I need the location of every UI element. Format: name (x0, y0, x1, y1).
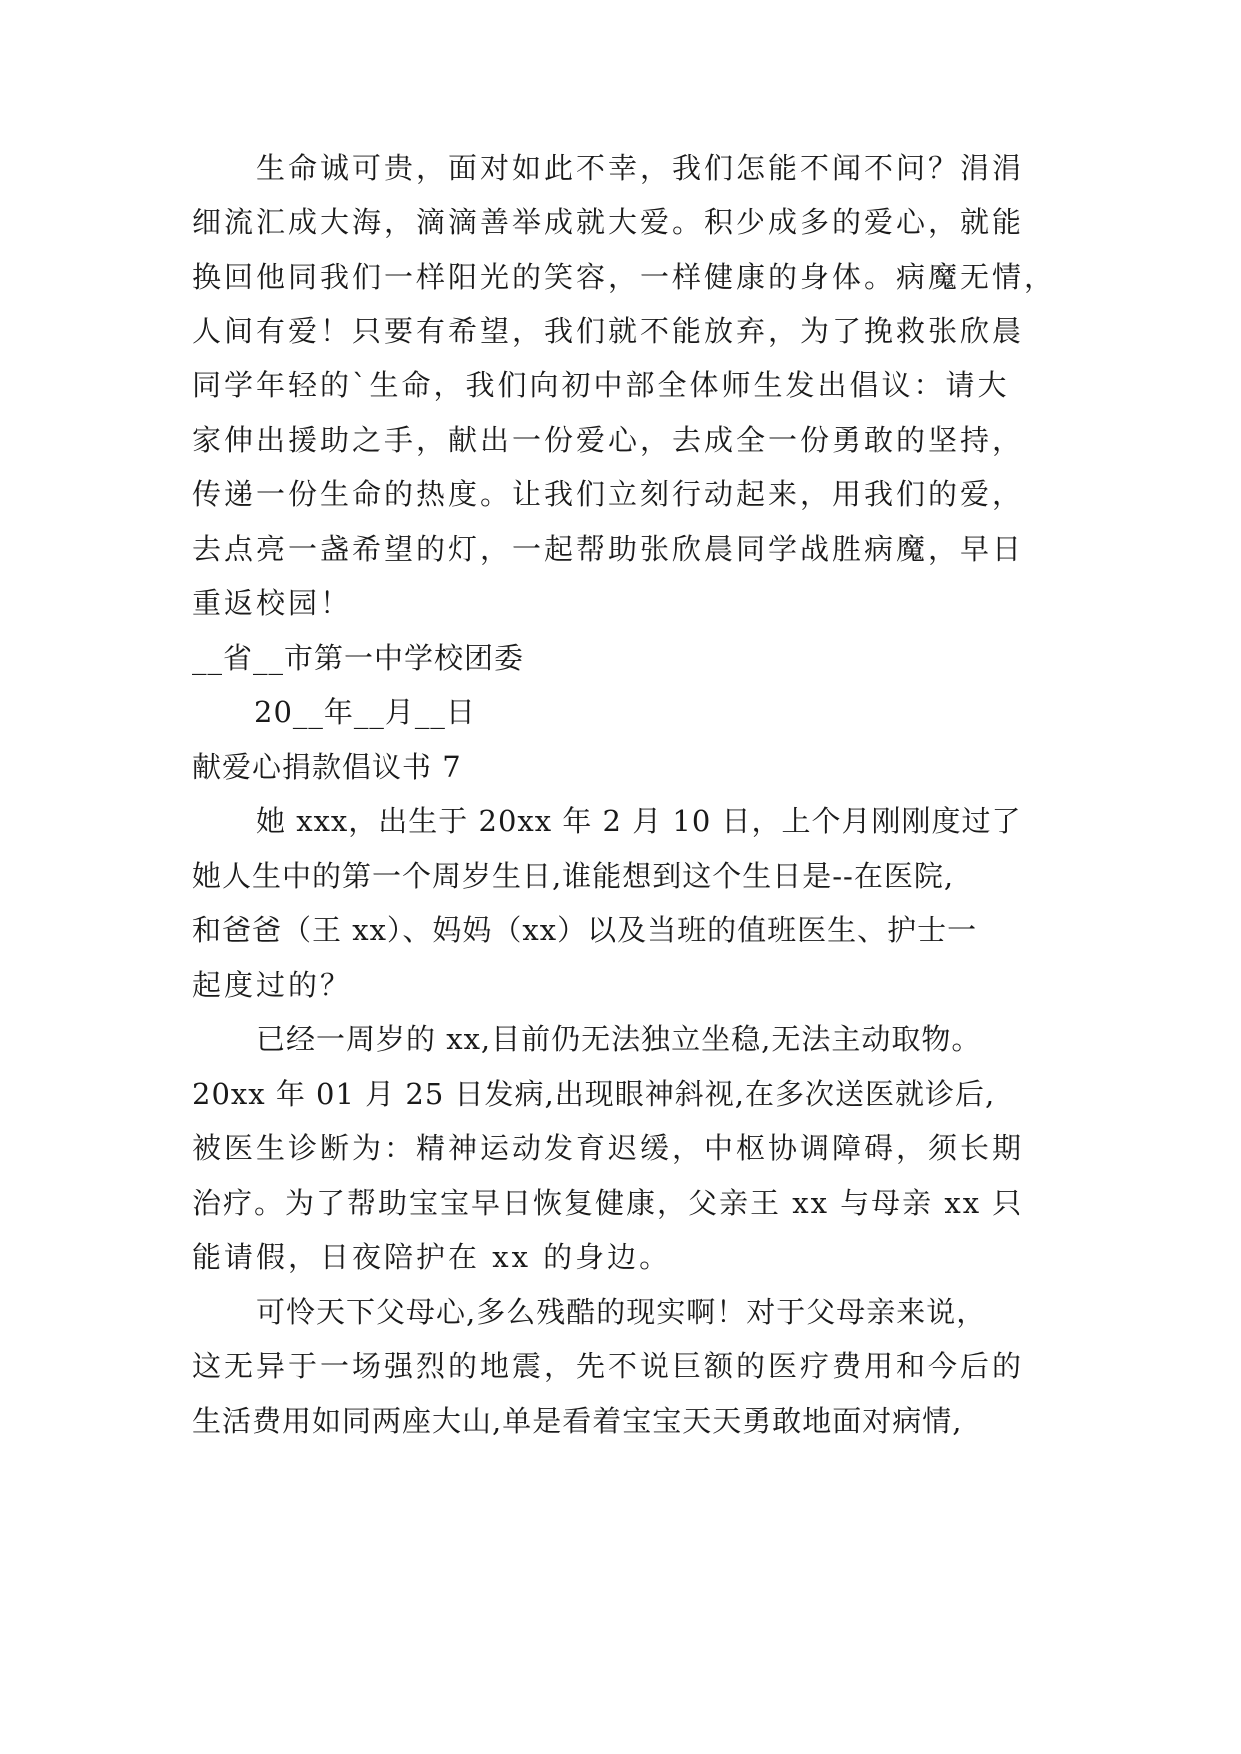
para1-line-7: 传递一份生命的热度。让我们立刻行动起来，用我们的爱， (192, 477, 1025, 511)
para2-line-3: 和爸爸（王 xx）、妈妈（xx）以及当班的值班医生、护士一 (192, 913, 978, 947)
para1-line-2: 细流汇成大海，滴滴善举成就大爱。积少成多的爱心，就能 (192, 205, 1025, 239)
para4-line-1: 可怜天下父母心,多么残酷的现实啊！对于父母亲来说， (256, 1295, 987, 1329)
para1-line-4: 人间有爱！只要有希望，我们就不能放弃，为了挽救张欣晨 (192, 314, 1025, 348)
para1-line-6: 家伸出援助之手，献出一份爱心，去成全一份勇敢的坚持， (192, 423, 1025, 457)
para4-line-3: 生活费用如同两座大山,单是看着宝宝天天勇敢地面对病情, (192, 1404, 963, 1438)
para4-line-2: 这无异于一场强烈的地震，先不说巨额的医疗费用和今后的 (192, 1349, 1025, 1383)
para2-line-2: 她人生中的第一个周岁生日,谁能想到这个生日是--在医院, (192, 859, 955, 893)
para3-line-1: 已经一周岁的 xx,目前仍无法独立坐稳,无法主动取物。 (256, 1022, 982, 1056)
section-heading: 献爱心捐款倡议书 7 (192, 750, 462, 784)
para2-line-4: 起度过的？ (192, 968, 353, 1002)
para1-line-3: 换回他同我们一样阳光的笑容，一样健康的身体。病魔无情， (192, 260, 1057, 294)
para1-line-8: 去点亮一盏希望的灯，一起帮助张欣晨同学战胜病魔，早日 (192, 532, 1025, 566)
para3-line-2: 20xx 年 01 月 25 日发病,出现眼神斜视,在多次送医就诊后, (192, 1077, 996, 1111)
para1-line-1: 生命诚可贵，面对如此不幸，我们怎能不闻不问？涓涓 (256, 151, 1025, 185)
para1-line-5: 同学年轻的`生命，我们向初中部全体师生发出倡议：请大 (192, 368, 1010, 402)
date-line: 20__年__月__日 (254, 695, 476, 729)
para3-line-4: 治疗。为了帮助宝宝早日恢复健康，父亲王 xx 与母亲 xx 只 (192, 1186, 1024, 1220)
para2-line-1: 她 xxx，出生于 20xx 年 2 月 10 日，上个月刚刚度过了 (256, 804, 1022, 838)
para3-line-3: 被医生诊断为：精神运动发育迟缓，中枢协调障碍，须长期 (192, 1131, 1025, 1165)
para3-line-5: 能请假，日夜陪护在 xx 的身边。 (192, 1240, 672, 1274)
signature: __省__市第一中学校团委 (192, 641, 525, 675)
para1-line-9: 重返校园！ (192, 586, 353, 620)
